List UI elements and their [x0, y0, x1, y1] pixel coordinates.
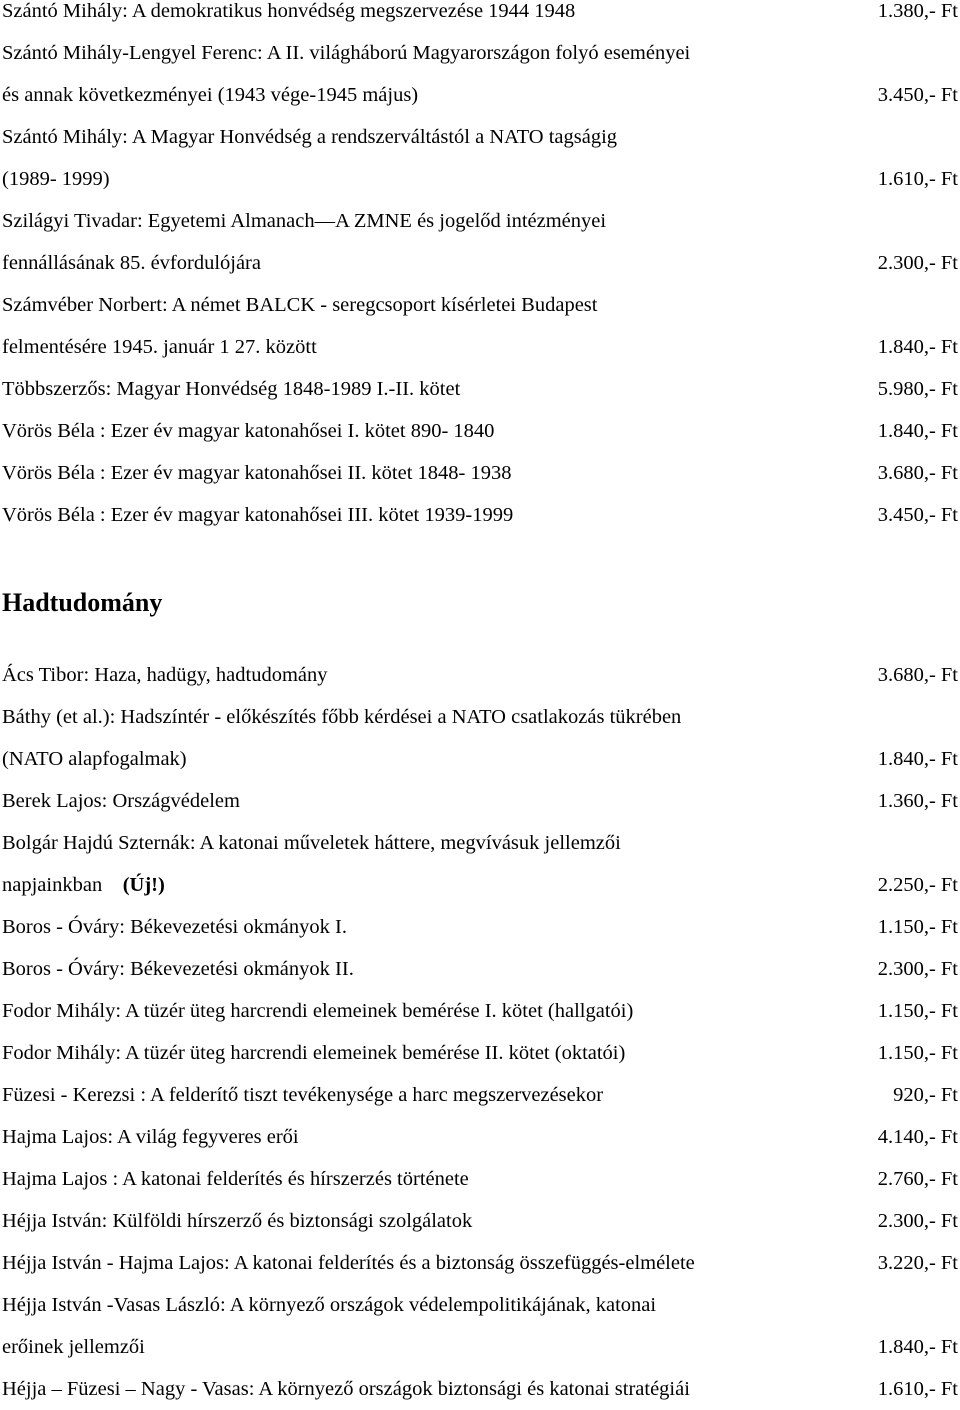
list-item [2, 906, 958, 948]
book-title: (1989- 1999) [2, 168, 110, 190]
book-title: Vörös Béla : Ezer év magyar katonahősei III. kötet 1939-1999 [2, 504, 514, 526]
book-price: 2.760,- Ft [877, 1168, 958, 1190]
book-price: 1.150,- Ft [877, 1042, 958, 1064]
book-title: Fodor Mihály: A tüzér üteg harcrendi elemeinek bemérése II. kötet (oktatói) [2, 1042, 626, 1064]
book-title: (NATO alapfogalmak) [2, 748, 187, 770]
book-title: Ács Tibor: Haza, hadügy, hadtudomány [2, 664, 328, 686]
book-title: Szántó Mihály: A Magyar Honvédség a rendszerváltástól a NATO tagságig [2, 126, 618, 148]
book-title: Szántó Mihály: A demokratikus honvédség megszervezése 1944 1948 [2, 0, 576, 22]
list-item [2, 696, 958, 738]
list-item [2, 1200, 958, 1242]
book-title: Többszerzős: Magyar Honvédség 1848-1989 I.-II. kötet [2, 378, 461, 400]
book-price: 2.300,- Ft [877, 252, 958, 274]
book-title: és annak következményei (1943 vége-1945 május) [2, 84, 419, 106]
book-title: napjainkban [2, 874, 103, 896]
book-price: 5.980,- Ft [877, 378, 958, 400]
book-price: 2.300,- Ft [877, 958, 958, 980]
book-title: Boros - Óváry: Békevezetési okmányok I. [2, 916, 347, 938]
list-item [2, 822, 958, 864]
book-price: 3.450,- Ft [877, 84, 958, 106]
list-item [2, 990, 958, 1032]
book-title: Füzesi - Kerezsi : A felderítő tiszt tevékenysége a harc megszervezésekor [2, 1084, 604, 1106]
book-price: 4.140,- Ft [877, 1126, 958, 1148]
section-heading: Hadtudomány [2, 588, 163, 617]
new-badge: (Új!) [122, 874, 165, 896]
book-price: 1.610,- Ft [877, 1378, 958, 1400]
list-item [2, 284, 958, 326]
book-price: 1.150,- Ft [877, 1000, 958, 1022]
list-item [2, 1326, 958, 1368]
list-item [2, 1242, 958, 1284]
list-item [2, 32, 958, 74]
list-item [2, 948, 958, 990]
list-item [2, 1368, 958, 1410]
list-item [2, 1116, 958, 1158]
book-title: Számvéber Norbert: A német BALCK - seregcsoport kísérletei Budapest [2, 294, 598, 316]
list-item [2, 1074, 958, 1116]
book-price: 920,- Ft [893, 1084, 958, 1106]
book-title: Héjja István - Hajma Lajos: A katonai felderítés és a biztonság összefüggés-elmélete [2, 1252, 695, 1274]
list-item [2, 74, 958, 116]
list-item [2, 242, 958, 284]
list-item [2, 368, 958, 410]
book-title-with-tag [2, 864, 165, 906]
book-price: 1.840,- Ft [877, 336, 958, 358]
list-item [2, 158, 958, 200]
book-title: Szántó Mihály-Lengyel Ferenc: A II. világháború Magyarországon folyó eseményei [2, 42, 691, 64]
list-item [2, 200, 958, 242]
book-price: 1.840,- Ft [877, 748, 958, 770]
book-price: 2.250,- Ft [877, 874, 958, 896]
book-title: erőinek jellemzői [2, 1336, 145, 1358]
book-price: 1.150,- Ft [877, 916, 958, 938]
book-title: Báthy (et al.): Hadszíntér - előkészítés főbb kérdései a NATO csatlakozás tükrében [2, 706, 682, 728]
list-item [2, 494, 958, 536]
book-title: Héjja – Füzesi – Nagy - Vasas: A környező országok biztonsági és katonai stratégiái [2, 1378, 690, 1400]
book-title: Héjja István: Külföldi hírszerző és biztonsági szolgálatok [2, 1210, 473, 1232]
book-title: Berek Lajos: Országvédelem [2, 790, 240, 812]
book-price: 3.680,- Ft [877, 664, 958, 686]
book-title: Szilágyi Tivadar: Egyetemi Almanach—A ZMNE és jogelőd intézményei [2, 210, 607, 232]
list-item [2, 1032, 958, 1074]
list-item [2, 780, 958, 822]
book-price: 3.450,- Ft [877, 504, 958, 526]
book-price: 1.380,- Ft [877, 0, 958, 22]
list-item [2, 738, 958, 780]
book-title: felmentésére 1945. január 1 27. között [2, 336, 317, 358]
book-price: 1.360,- Ft [877, 790, 958, 812]
list-item [2, 654, 958, 696]
book-title: Hajma Lajos : A katonai felderítés és hírszerzés története [2, 1168, 469, 1190]
book-price: 3.220,- Ft [877, 1252, 958, 1274]
book-title: Vörös Béla : Ezer év magyar katonahősei II. kötet 1848- 1938 [2, 462, 512, 484]
book-title: fennállásának 85. évfordulójára [2, 252, 261, 274]
book-title: Hajma Lajos: A világ fegyveres erői [2, 1126, 299, 1148]
book-price: 1.840,- Ft [877, 1336, 958, 1358]
list-item [2, 0, 958, 32]
book-title: Héjja István -Vasas László: A környező országok védelempolitikájának, katonai [2, 1294, 657, 1316]
book-price: 2.300,- Ft [877, 1210, 958, 1232]
list-item [2, 864, 958, 906]
book-price: 1.610,- Ft [877, 168, 958, 190]
book-title: Boros - Óváry: Békevezetési okmányok II. [2, 958, 354, 980]
list-item [2, 1158, 958, 1200]
book-title: Bolgár Hajdú Szternák: A katonai műveletek háttere, megvívásuk jellemzői [2, 832, 621, 854]
book-title: Fodor Mihály: A tüzér üteg harcrendi elemeinek bemérése I. kötet (hallgatói) [2, 1000, 634, 1022]
book-price: 1.840,- Ft [877, 420, 958, 442]
list-item [2, 410, 958, 452]
list-item [2, 452, 958, 494]
book-title: Vörös Béla : Ezer év magyar katonahősei I. kötet 890- 1840 [2, 420, 495, 442]
list-item [2, 326, 958, 368]
list-item [2, 116, 958, 158]
list-item [2, 1284, 958, 1326]
book-price: 3.680,- Ft [877, 462, 958, 484]
